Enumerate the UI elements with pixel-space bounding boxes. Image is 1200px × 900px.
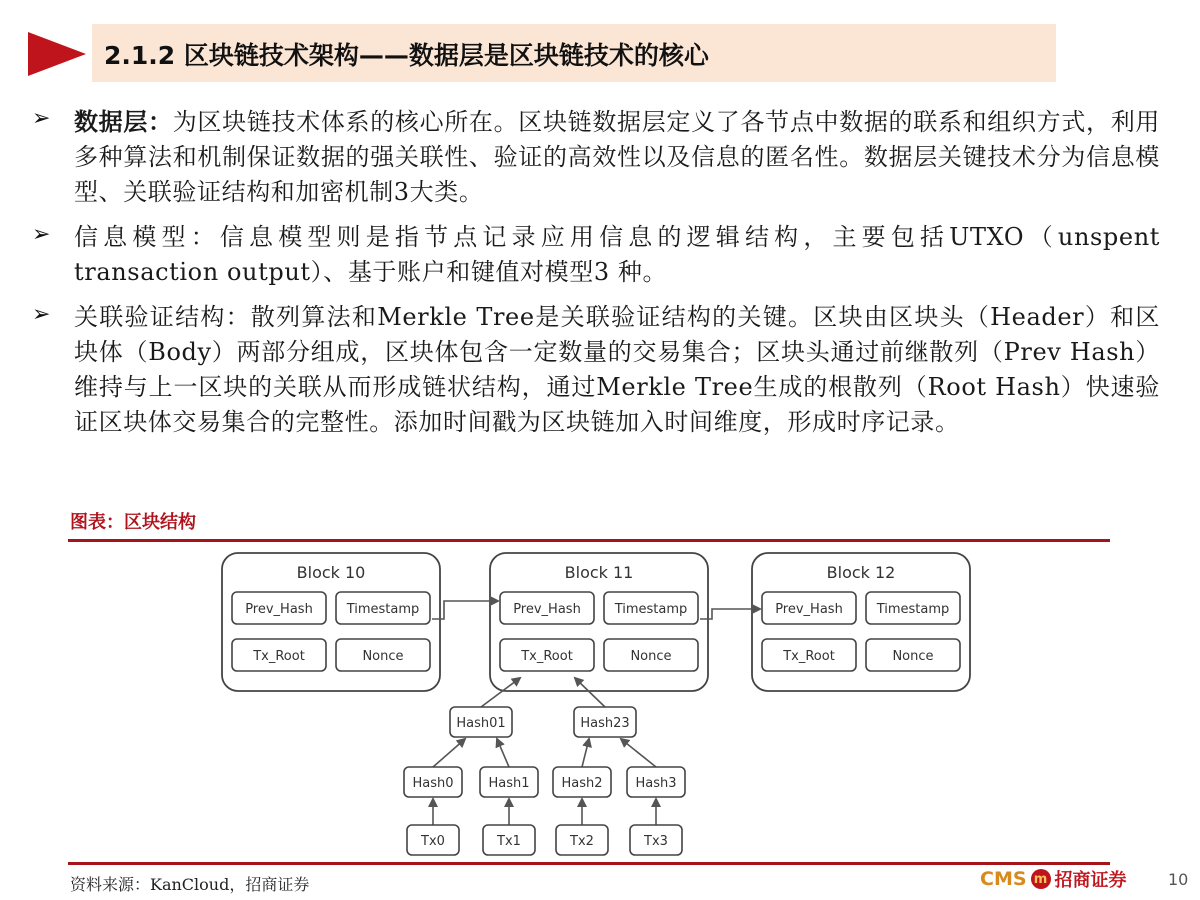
bullet-text: [74, 220, 1160, 290]
source-note: 资料来源：KanCloud，招商证券: [70, 875, 310, 894]
title-arrow-icon: [28, 32, 86, 76]
bullet-body: 为区块链技术体系的核心所在。区块链数据层定义了各节点中数据的联系和组织方式，利用多种算法和机制保证数据的强关联性、验证的高效性以及信息的匿名性。数据层关键技术分为信息模型、关联验证结构和加密机制3大类。: [74, 108, 1160, 206]
bullet-data-layer: [30, 104, 1160, 210]
hash-node-label: Hash0: [412, 776, 454, 791]
block-name: Block 11: [564, 563, 634, 582]
logo-cms-text: CMS: [980, 868, 1027, 890]
hash-node-label: Hash2: [561, 776, 603, 791]
merkle-arrow: [582, 739, 589, 767]
block-name: Block 10: [296, 563, 366, 582]
bullet-list: [30, 104, 1160, 450]
figure-title: 图表：区块结构: [70, 512, 196, 533]
block-field-label: Timestamp: [876, 602, 950, 617]
bullet-arrow-icon: ➢: [32, 222, 51, 247]
hash-node-label: Hash1: [488, 776, 530, 791]
hash-node-label: Hash23: [580, 716, 630, 731]
merkle-arrow: [433, 739, 465, 767]
block-field-label: Tx_Root: [521, 649, 573, 664]
merkle-arrow: [621, 739, 656, 767]
bullet-text: [74, 300, 1160, 440]
figure-top-rule: [68, 539, 1110, 542]
footer-rule: [68, 862, 1110, 865]
block-structure-diagram: [0, 545, 1200, 875]
bullet-lead: 数据层：: [74, 107, 173, 136]
logo-chinese-text: 招商证券: [1054, 870, 1127, 891]
block-field-label: Timestamp: [614, 602, 688, 617]
block-field-label: Tx_Root: [253, 649, 305, 664]
block-field-label: Nonce: [630, 649, 672, 664]
bullet-arrow-icon: ➢: [32, 302, 51, 327]
transaction-node-label: Tx0: [421, 834, 445, 849]
transaction-node-label: Tx2: [570, 834, 594, 849]
bullet-body: 信息模型：信息模型则是指节点记录应用信息的逻辑结构，主要包括UTXO（unspent transaction output）、基于账户和键值对模型3 种。: [74, 223, 1160, 286]
bullet-verification-structure: [30, 300, 1160, 440]
hash-node-label: Hash01: [456, 716, 506, 731]
hash-node-label: Hash3: [635, 776, 677, 791]
transaction-node-label: Tx1: [497, 834, 521, 849]
block-field-label: Prev_Hash: [245, 602, 313, 617]
bullet-text: [74, 104, 1160, 210]
page-title: 2.1.2 区块链技术架构——数据层是区块链技术的核心: [104, 41, 709, 70]
block-field-label: Prev_Hash: [775, 602, 843, 617]
block-field-label: Nonce: [892, 649, 934, 664]
company-logo: [980, 866, 1127, 892]
bullet-info-model: [30, 220, 1160, 290]
logo-emblem-icon: m: [1031, 869, 1051, 889]
block-name: Block 12: [826, 563, 896, 582]
page-number: 10: [1168, 870, 1189, 889]
block-field-label: Prev_Hash: [513, 602, 581, 617]
bullet-arrow-icon: ➢: [32, 106, 51, 131]
block-field-label: Nonce: [362, 649, 404, 664]
bullet-body: 关联验证结构：散列算法和Merkle Tree是关联验证结构的关键。区块由区块头（Header）和区块体（Body）两部分组成，区块体包含一定数量的交易集合；区块头通过前继散列（Prev Hash）维持与上一区块的关联从而形成链状结构，通过Merkle Tree生成的根散列（Root Hash）快速验证区块体交易集合的完整性。添加时间戳为区块链加入时间维度，形成时序记录。: [74, 303, 1160, 436]
transaction-node-label: Tx3: [644, 834, 668, 849]
block-field-label: Tx_Root: [783, 649, 835, 664]
block-field-label: Timestamp: [346, 602, 420, 617]
merkle-arrow: [497, 739, 509, 767]
